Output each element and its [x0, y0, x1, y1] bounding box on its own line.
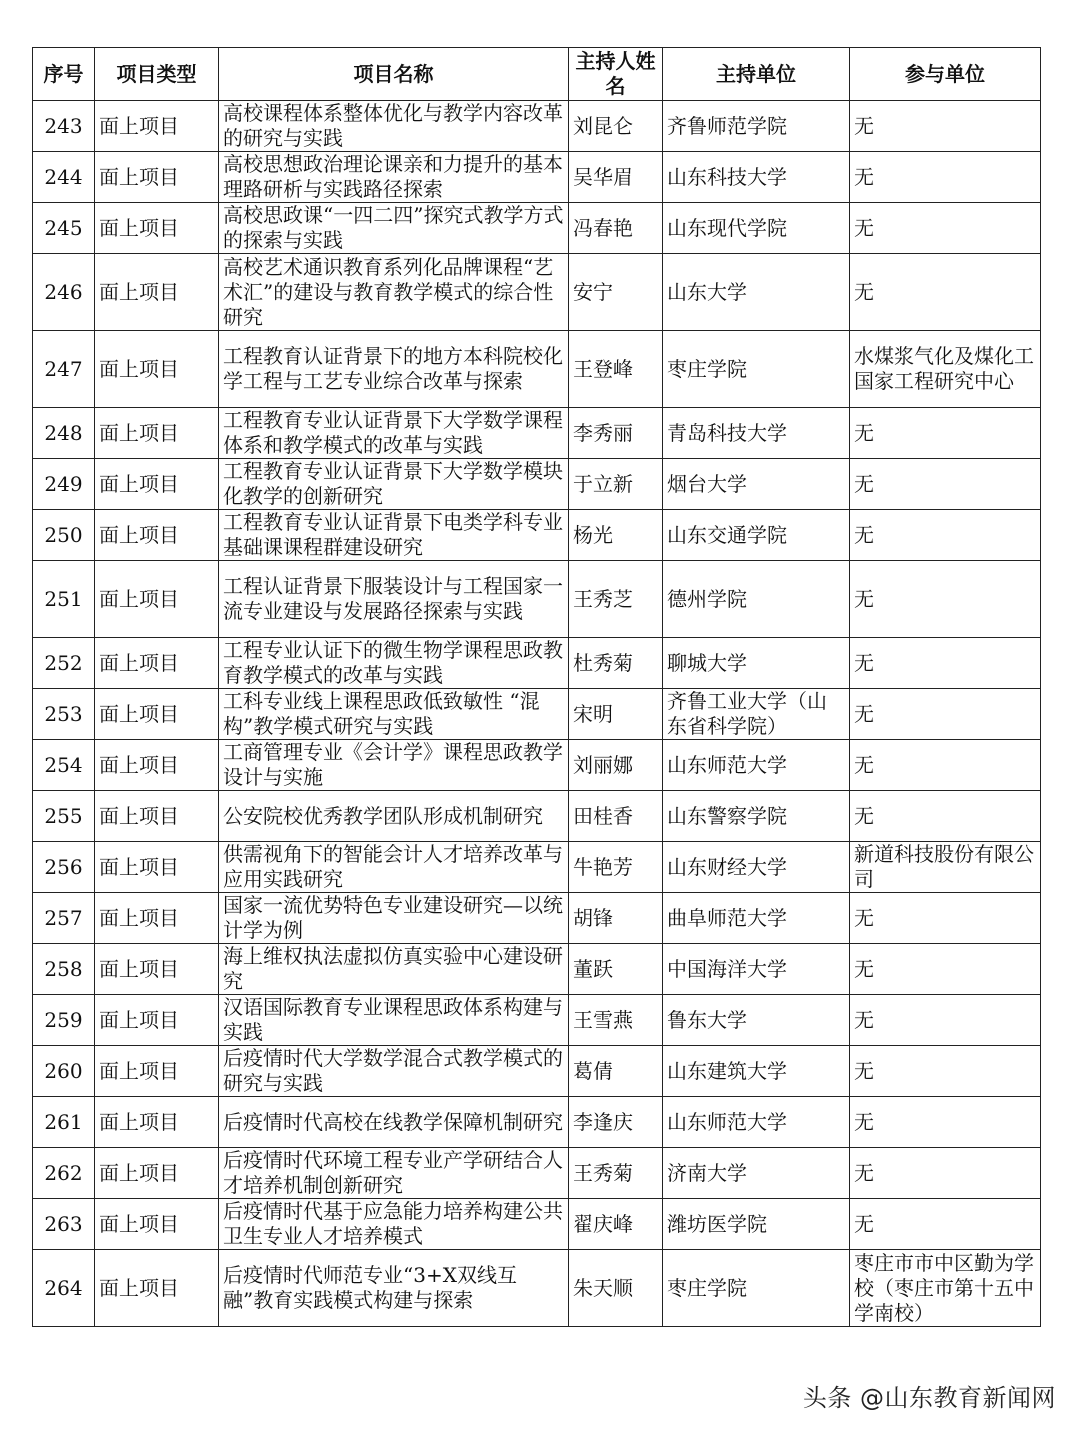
cell-unit: 山东建筑大学 — [663, 1046, 850, 1097]
cell-type: 面上项目 — [95, 1097, 219, 1148]
table-row — [33, 254, 1041, 331]
cell-name: 海上维权执法虚拟仿真实验中心建设研究 — [219, 944, 569, 995]
watermark: 头条 @山东教育新闻网 — [802, 1384, 1056, 1412]
cell-part: 无 — [850, 510, 1041, 561]
cell-part: 无 — [850, 561, 1041, 638]
cell-part: 水煤浆气化及煤化工国家工程研究中心 — [850, 331, 1041, 408]
cell-type: 面上项目 — [95, 254, 219, 331]
cell-type: 面上项目 — [95, 510, 219, 561]
cell-unit: 聊城大学 — [663, 638, 850, 689]
cell-unit: 山东大学 — [663, 254, 850, 331]
cell-unit: 山东警察学院 — [663, 791, 850, 842]
cell-type: 面上项目 — [95, 1250, 219, 1327]
table-row — [33, 842, 1041, 893]
cell-no: 261 — [33, 1097, 95, 1148]
cell-part: 无 — [850, 152, 1041, 203]
cell-type: 面上项目 — [95, 740, 219, 791]
cell-host: 冯春艳 — [569, 203, 663, 254]
table-row — [33, 101, 1041, 152]
table-row — [33, 638, 1041, 689]
cell-part: 枣庄市市中区勤为学校（枣庄市第十五中学南校） — [850, 1250, 1041, 1327]
cell-type: 面上项目 — [95, 893, 219, 944]
cell-type: 面上项目 — [95, 152, 219, 203]
table-row — [33, 1046, 1041, 1097]
cell-part: 无 — [850, 1148, 1041, 1199]
cell-name: 后疫情时代基于应急能力培养构建公共卫生专业人才培养模式 — [219, 1199, 569, 1250]
cell-unit: 鲁东大学 — [663, 995, 850, 1046]
cell-unit: 潍坊医学院 — [663, 1199, 850, 1250]
cell-part: 无 — [850, 740, 1041, 791]
cell-no: 253 — [33, 689, 95, 740]
cell-host: 牛艳芳 — [569, 842, 663, 893]
cell-no: 249 — [33, 459, 95, 510]
cell-unit: 青岛科技大学 — [663, 408, 850, 459]
cell-type: 面上项目 — [95, 1148, 219, 1199]
cell-part: 无 — [850, 791, 1041, 842]
cell-no: 244 — [33, 152, 95, 203]
cell-name: 公安院校优秀教学团队形成机制研究 — [219, 791, 569, 842]
header-name: 项目名称 — [219, 48, 569, 101]
cell-type: 面上项目 — [95, 1199, 219, 1250]
table-row — [33, 791, 1041, 842]
table-row — [33, 689, 1041, 740]
cell-unit: 济南大学 — [663, 1148, 850, 1199]
cell-name: 国家一流优势特色专业建设研究—以统计学为例 — [219, 893, 569, 944]
table-row — [33, 510, 1041, 561]
cell-unit: 山东现代学院 — [663, 203, 850, 254]
cell-part: 无 — [850, 408, 1041, 459]
cell-name: 工科专业线上课程思政低致敏性 “混构”教学模式研究与实践 — [219, 689, 569, 740]
header-host: 主持人姓名 — [569, 48, 663, 101]
cell-type: 面上项目 — [95, 995, 219, 1046]
cell-unit: 齐鲁工业大学（山东省科学院） — [663, 689, 850, 740]
cell-name: 后疫情时代环境工程专业产学研结合人才培养机制创新研究 — [219, 1148, 569, 1199]
cell-unit: 山东财经大学 — [663, 842, 850, 893]
table-row — [33, 995, 1041, 1046]
cell-name: 后疫情时代高校在线教学保障机制研究 — [219, 1097, 569, 1148]
table-row — [33, 893, 1041, 944]
cell-name: 供需视角下的智能会计人才培养改革与应用实践研究 — [219, 842, 569, 893]
cell-host: 吴华眉 — [569, 152, 663, 203]
cell-host: 刘昆仑 — [569, 101, 663, 152]
cell-no: 257 — [33, 893, 95, 944]
table-row — [33, 459, 1041, 510]
table-row — [33, 740, 1041, 791]
cell-type: 面上项目 — [95, 689, 219, 740]
cell-host: 田桂香 — [569, 791, 663, 842]
cell-no: 250 — [33, 510, 95, 561]
cell-host: 王登峰 — [569, 331, 663, 408]
table-row — [33, 331, 1041, 408]
cell-part: 无 — [850, 689, 1041, 740]
table-row — [33, 408, 1041, 459]
cell-no: 255 — [33, 791, 95, 842]
header-part: 参与单位 — [850, 48, 1041, 101]
cell-part: 无 — [850, 459, 1041, 510]
table-row — [33, 152, 1041, 203]
cell-no: 247 — [33, 331, 95, 408]
cell-no: 263 — [33, 1199, 95, 1250]
cell-unit: 山东师范大学 — [663, 1097, 850, 1148]
cell-name: 高校艺术通识教育系列化品牌课程“艺术汇”的建设与教育教学模式的综合性研究 — [219, 254, 569, 331]
cell-no: 259 — [33, 995, 95, 1046]
cell-host: 李逢庆 — [569, 1097, 663, 1148]
cell-type: 面上项目 — [95, 331, 219, 408]
cell-name: 工程专业认证下的微生物学课程思政教育教学模式的改革与实践 — [219, 638, 569, 689]
cell-name: 工商管理专业《会计学》课程思政教学设计与实施 — [219, 740, 569, 791]
cell-part: 无 — [850, 1046, 1041, 1097]
cell-no: 258 — [33, 944, 95, 995]
cell-part: 新道科技股份有限公司 — [850, 842, 1041, 893]
cell-part: 无 — [850, 254, 1041, 331]
cell-host: 王雪燕 — [569, 995, 663, 1046]
table-row — [33, 203, 1041, 254]
cell-no: 252 — [33, 638, 95, 689]
table-row — [33, 561, 1041, 638]
cell-host: 宋明 — [569, 689, 663, 740]
cell-no: 264 — [33, 1250, 95, 1327]
cell-type: 面上项目 — [95, 638, 219, 689]
cell-unit: 曲阜师范大学 — [663, 893, 850, 944]
cell-type: 面上项目 — [95, 842, 219, 893]
cell-no: 256 — [33, 842, 95, 893]
cell-type: 面上项目 — [95, 944, 219, 995]
cell-name: 工程认证背景下服装设计与工程国家一流专业建设与发展路径探索与实践 — [219, 561, 569, 638]
cell-type: 面上项目 — [95, 1046, 219, 1097]
cell-unit: 德州学院 — [663, 561, 850, 638]
header-row — [33, 48, 1041, 101]
cell-unit: 中国海洋大学 — [663, 944, 850, 995]
cell-part: 无 — [850, 893, 1041, 944]
cell-name: 工程教育专业认证背景下电类学科专业基础课课程群建设研究 — [219, 510, 569, 561]
cell-name: 后疫情时代师范专业“3+X双线互融”教育实践模式构建与探索 — [219, 1250, 569, 1327]
cell-type: 面上项目 — [95, 561, 219, 638]
cell-host: 翟庆峰 — [569, 1199, 663, 1250]
table-row — [33, 1097, 1041, 1148]
cell-unit: 齐鲁师范学院 — [663, 101, 850, 152]
cell-unit: 山东交通学院 — [663, 510, 850, 561]
cell-no: 243 — [33, 101, 95, 152]
cell-type: 面上项目 — [95, 459, 219, 510]
cell-host: 葛倩 — [569, 1046, 663, 1097]
cell-host: 王秀菊 — [569, 1148, 663, 1199]
table-row — [33, 944, 1041, 995]
cell-name: 高校课程体系整体优化与教学内容改革的研究与实践 — [219, 101, 569, 152]
cell-part: 无 — [850, 944, 1041, 995]
table-row — [33, 1148, 1041, 1199]
cell-unit: 枣庄学院 — [663, 331, 850, 408]
cell-no: 245 — [33, 203, 95, 254]
cell-no: 260 — [33, 1046, 95, 1097]
cell-part: 无 — [850, 1199, 1041, 1250]
cell-unit: 枣庄学院 — [663, 1250, 850, 1327]
cell-type: 面上项目 — [95, 408, 219, 459]
cell-host: 于立新 — [569, 459, 663, 510]
cell-unit: 山东科技大学 — [663, 152, 850, 203]
cell-host: 杜秀菊 — [569, 638, 663, 689]
header-type: 项目类型 — [95, 48, 219, 101]
cell-part: 无 — [850, 995, 1041, 1046]
cell-host: 胡锋 — [569, 893, 663, 944]
cell-host: 刘丽娜 — [569, 740, 663, 791]
cell-name: 工程教育专业认证背景下大学数学课程体系和教学模式的改革与实践 — [219, 408, 569, 459]
table-row — [33, 1250, 1041, 1327]
cell-part: 无 — [850, 1097, 1041, 1148]
cell-unit: 烟台大学 — [663, 459, 850, 510]
table-row — [33, 1199, 1041, 1250]
cell-part: 无 — [850, 638, 1041, 689]
cell-host: 李秀丽 — [569, 408, 663, 459]
cell-host: 安宁 — [569, 254, 663, 331]
cell-host: 朱天顺 — [569, 1250, 663, 1327]
cell-part: 无 — [850, 203, 1041, 254]
cell-no: 254 — [33, 740, 95, 791]
cell-name: 高校思政课“一四二四”探究式教学方式的探索与实践 — [219, 203, 569, 254]
cell-no: 262 — [33, 1148, 95, 1199]
cell-host: 董跃 — [569, 944, 663, 995]
header-no: 序号 — [33, 48, 95, 101]
cell-host: 王秀芝 — [569, 561, 663, 638]
cell-type: 面上项目 — [95, 101, 219, 152]
cell-no: 246 — [33, 254, 95, 331]
project-table — [32, 47, 1041, 1327]
cell-part: 无 — [850, 101, 1041, 152]
cell-type: 面上项目 — [95, 203, 219, 254]
cell-name: 汉语国际教育专业课程思政体系构建与实践 — [219, 995, 569, 1046]
cell-name: 工程教育认证背景下的地方本科院校化学工程与工艺专业综合改革与探索 — [219, 331, 569, 408]
cell-name: 高校思想政治理论课亲和力提升的基本理路研析与实践路径探索 — [219, 152, 569, 203]
cell-no: 251 — [33, 561, 95, 638]
header-unit: 主持单位 — [663, 48, 850, 101]
cell-unit: 山东师范大学 — [663, 740, 850, 791]
cell-type: 面上项目 — [95, 791, 219, 842]
cell-host: 杨光 — [569, 510, 663, 561]
cell-no: 248 — [33, 408, 95, 459]
cell-name: 工程教育专业认证背景下大学数学模块化教学的创新研究 — [219, 459, 569, 510]
cell-name: 后疫情时代大学数学混合式教学模式的研究与实践 — [219, 1046, 569, 1097]
